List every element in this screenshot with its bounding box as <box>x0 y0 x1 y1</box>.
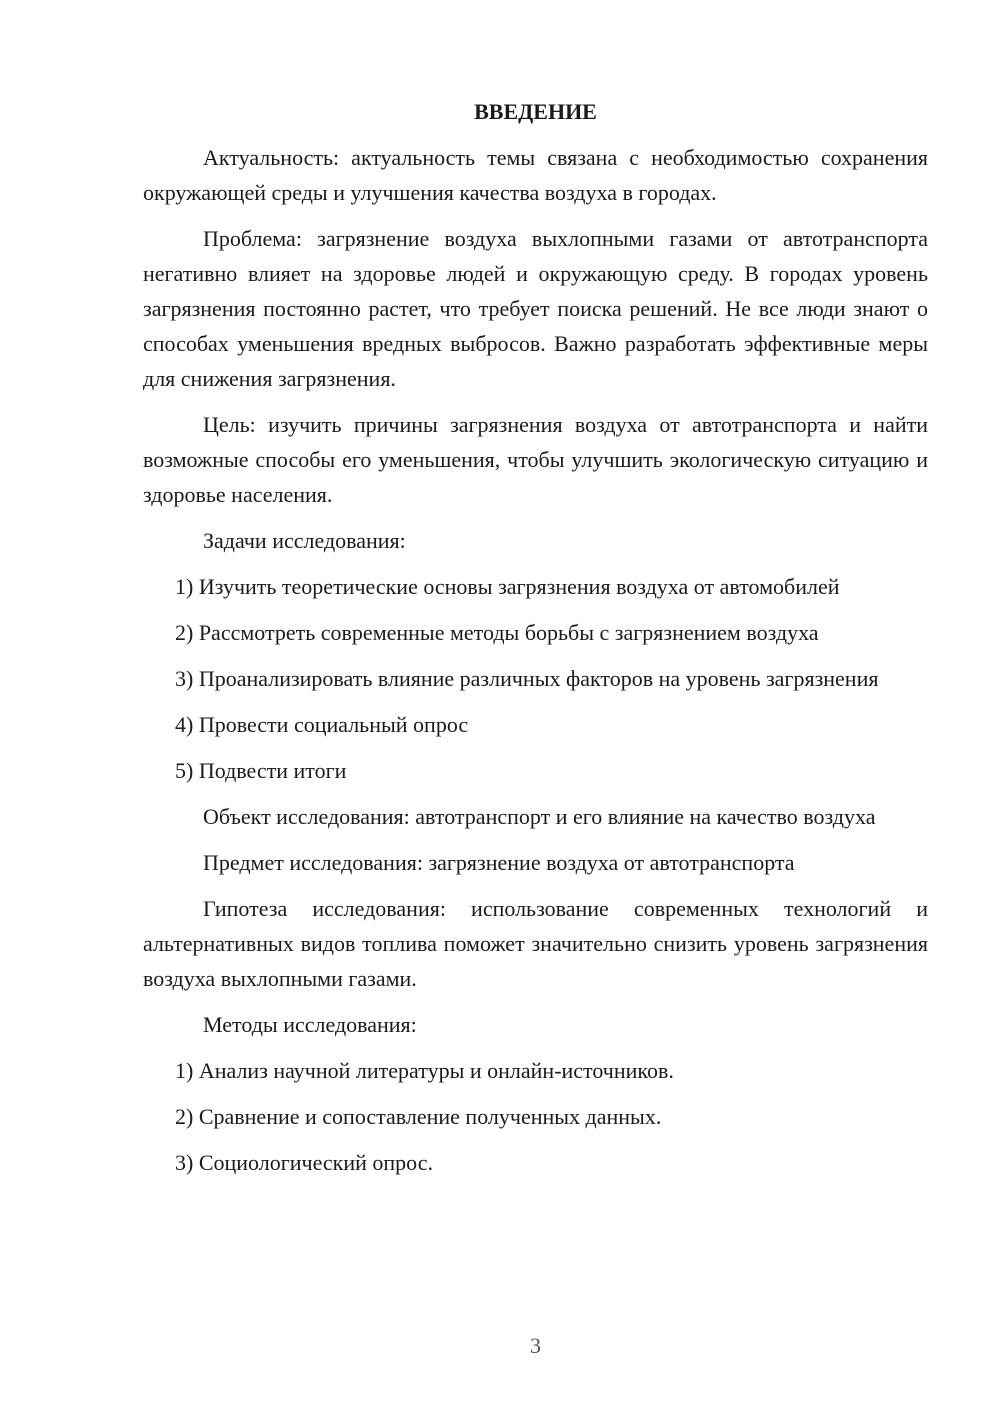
relevance-paragraph: Актуальность: актуальность темы связана с необходимостью сохранения окружающей среды и улучшения качества воздуха в городах. <box>143 145 928 205</box>
task-item-2: 2) Рассмотреть современные методы борьбы с загрязнением воздуха <box>175 620 819 645</box>
task-item-1: 1) Изучить теоретические основы загрязнения воздуха от автомобилей <box>175 574 840 599</box>
problem-paragraph: Проблема: загрязнение воздуха выхлопными газами от автотранспорта негативно влияет на здоровье людей и окружающую среду. В городах уровень загрязнения постоянно растет, что требует поиска решений. Не все люди знают о способах уменьшения вредных выбросов. Важно разработать эффективные меры для снижения загрязнения. <box>143 226 928 391</box>
object-paragraph: Объект исследования: автотранспорт и его влияние на качество воздуха <box>203 804 876 829</box>
goal-paragraph: Цель: изучить причины загрязнения воздуха от автотранспорта и найти возможные способы его уменьшения, чтобы улучшить экологическую ситуацию и здоровье населения. <box>143 412 928 507</box>
method-item-2: 2) Сравнение и сопоставление полученных данных. <box>175 1104 662 1129</box>
hypothesis-paragraph: Гипотеза исследования: использование современных технологий и альтернативных видов топлива поможет значительно снизить уровень загрязнения воздуха выхлопными газами. <box>143 896 928 991</box>
subject-paragraph: Предмет исследования: загрязнение воздуха от автотранспорта <box>203 850 795 875</box>
task-item-4: 4) Провести социальный опрос <box>175 712 469 737</box>
document-page <box>143 94 928 1191</box>
method-item-1: 1) Анализ научной литературы и онлайн-источников. <box>175 1058 674 1083</box>
methods-heading: Методы исследования: <box>203 1012 417 1037</box>
page-number: 3 <box>530 1333 541 1358</box>
method-item-3: 3) Социологический опрос. <box>175 1150 433 1175</box>
task-item-3: 3) Проанализировать влияние различных факторов на уровень загрязнения <box>175 666 879 691</box>
page-title: ВВЕДЕНИЕ <box>474 99 597 124</box>
task-item-5: 5) Подвести итоги <box>175 758 347 783</box>
tasks-heading: Задачи исследования: <box>203 528 406 553</box>
